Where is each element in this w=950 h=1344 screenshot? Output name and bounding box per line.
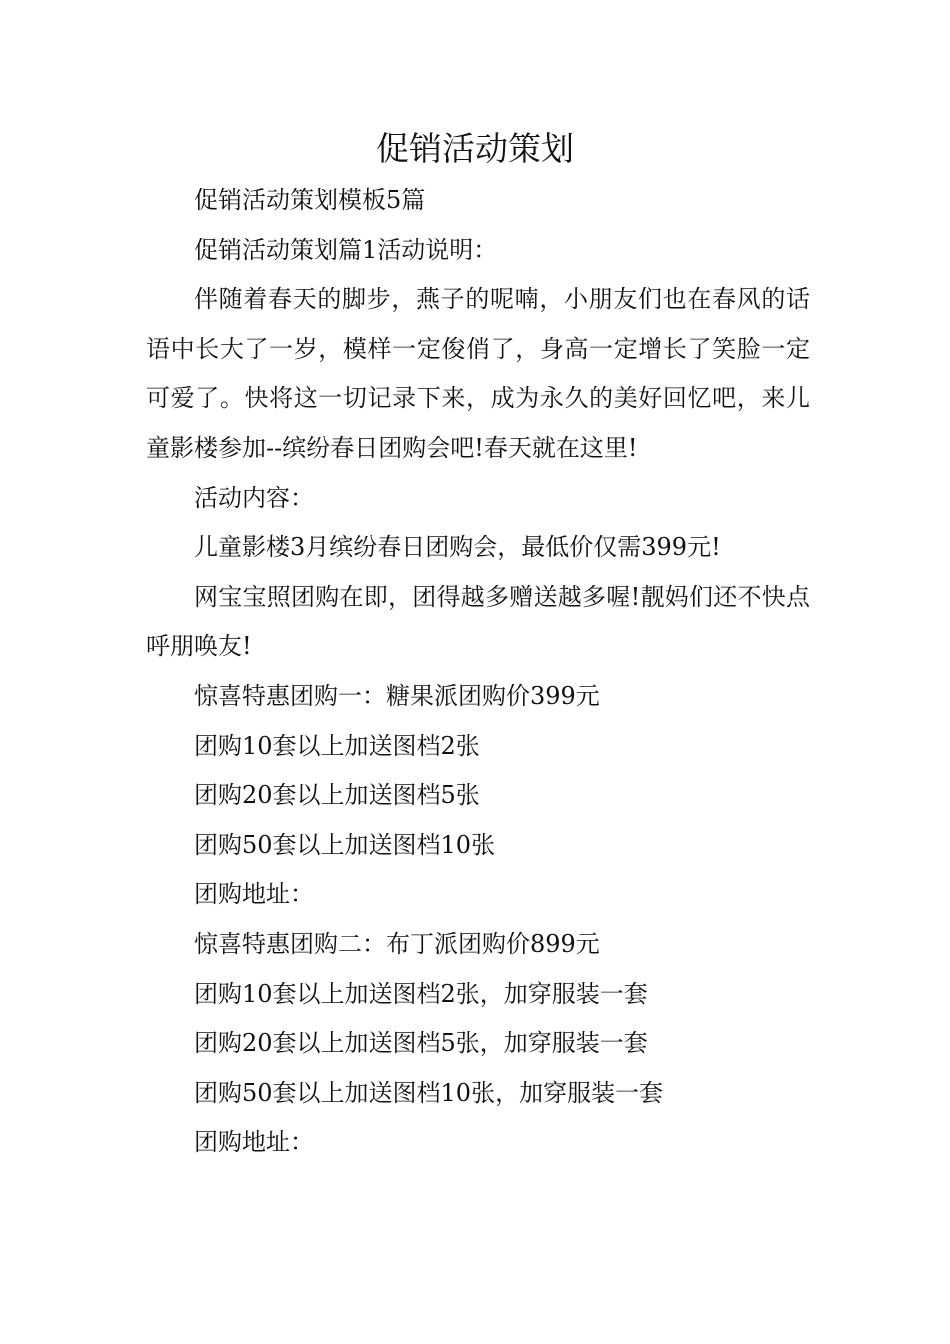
paragraph-address-two: 团购地址： [194,1128,314,1157]
paragraph-group-buy-note: 网宝宝照团购在即，团得越多赠送越多喔!靓妈们还不快点呼朋唤友! [146,582,810,661]
paragraph-offer-one: 惊喜特惠团购一：糖果派团购价399元 [194,681,600,710]
paragraph-intro: 伴随着春天的脚步，燕子的呢喃，小朋友们也在春风的话语中长大了一岁，模样一定俊俏了，身高一定增长了笑脸一定可爱了。快将这一切记录下来，成为永久的美好回忆吧，来儿童影楼参加--缤纷春日团购会吧!春天就在这里! [146,285,810,462]
paragraph-section-heading: 促销活动策划篇1活动说明： [194,235,498,264]
document-title: 促销活动策划 [376,129,574,168]
paragraph-offer-two-tier-20: 团购20套以上加送图档5张，加穿服装一套 [194,1029,648,1058]
paragraph-offer-two-tier-50: 团购50套以上加送图档10张，加穿服装一套 [194,1078,664,1107]
paragraph-content-label: 活动内容： [194,483,314,512]
paragraph-offer-one-tier-50: 团购50套以上加送图档10张 [194,830,496,859]
document-body [146,176,810,1168]
paragraph-subtitle: 促销活动策划模板5篇 [194,186,426,214]
paragraph-offer-one-tier-10: 团购10套以上加送图档2张 [194,731,480,760]
paragraph-address-one: 团购地址： [194,880,314,909]
paragraph-offer-two: 惊喜特惠团购二：布丁派团购价899元 [194,929,600,958]
paragraph-offer-one-tier-20: 团购20套以上加送图档5张 [194,781,480,810]
paragraph-event-price: 儿童影楼3月缤纷春日团购会，最低价仅需399元! [194,533,721,562]
paragraph-offer-two-tier-10: 团购10套以上加送图档2张，加穿服装一套 [194,979,648,1008]
